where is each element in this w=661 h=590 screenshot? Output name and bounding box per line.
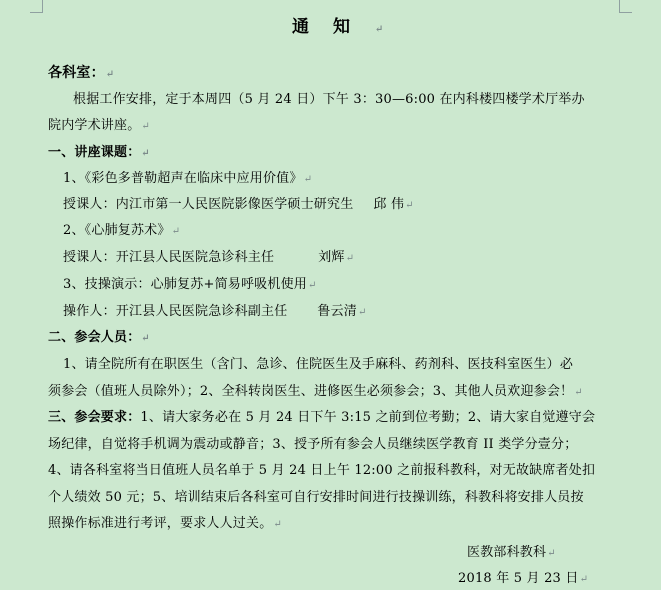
requirements-paragraph-line: 个人绩效 50 元；5、培训结束后各科室可自行安排时间进行技操训练，科教科将安排人员按 — [48, 490, 584, 505]
requirements-paragraph-line: 场纪律，自觉将手机调为震动或静音；3、授予所有参会人员继续医学教育 II 类学分壹分； — [48, 437, 578, 452]
operator-line: 操作人：开江县人民医院急诊科副主任 鲁云清↵ — [63, 304, 367, 319]
margin-corner-mark — [619, 0, 632, 13]
intro-paragraph-line: 院内学术讲座。↵ — [48, 118, 150, 133]
attendees-paragraph-line: 1、请全院所有在职医生（含门、急诊、住院医生及手麻科、药剂科、医技科室医生）必 — [63, 357, 574, 372]
topic-item: 1、《彩色多普勒超声在临床中应用价值》↵ — [63, 171, 313, 186]
intro-paragraph-line: 根据工作安排，定于本周四（5 月 24 日）下午 3：30—6:00 在内科楼四楼学术厅举办 — [73, 92, 585, 107]
lecturer-line: 授课人：开江县人民医院急诊科主任 刘辉↵ — [63, 250, 355, 265]
requirements-paragraph-line: 三、参会要求：1、请大家务必在 5 月 24 日下午 3:15 之前到位考勤；2、请大家自觉遵守会 — [48, 410, 596, 425]
section-heading-attendees: 二、参会人员：↵ — [48, 330, 150, 345]
salutation: 各科室：↵ — [48, 65, 115, 81]
topic-item: 2、《心肺复苏术》↵ — [63, 223, 181, 238]
lecturer-line: 授课人：内江市第一人民医院影像医学硕士研究生 邱 伟↵ — [63, 197, 414, 212]
signature-date: 2018 年 5 月 23 日↵ — [458, 571, 589, 586]
attendees-paragraph-line: 须参会（值班人员除外）；2、全科转岗医生、进修医生必须参会；3、其他人员欢迎参会！↵ — [48, 384, 583, 399]
requirements-paragraph-line: 照操作标准进行考评，要求人人过关。↵ — [48, 516, 282, 531]
margin-corner-mark — [30, 0, 43, 13]
requirements-paragraph-line: 4、请各科室将当日值班人员名单于 5 月 24 日上午 12:00 之前报科教科，对无故缺席者处扣 — [48, 463, 596, 478]
section-heading-topics: 一、讲座课题：↵ — [48, 145, 150, 160]
topic-item: 3、技操演示：心肺复苏+简易呼吸机使用↵ — [63, 277, 317, 292]
signature-department: 医教部科教科↵ — [467, 545, 556, 560]
document-title: 通知↵ — [292, 17, 384, 37]
